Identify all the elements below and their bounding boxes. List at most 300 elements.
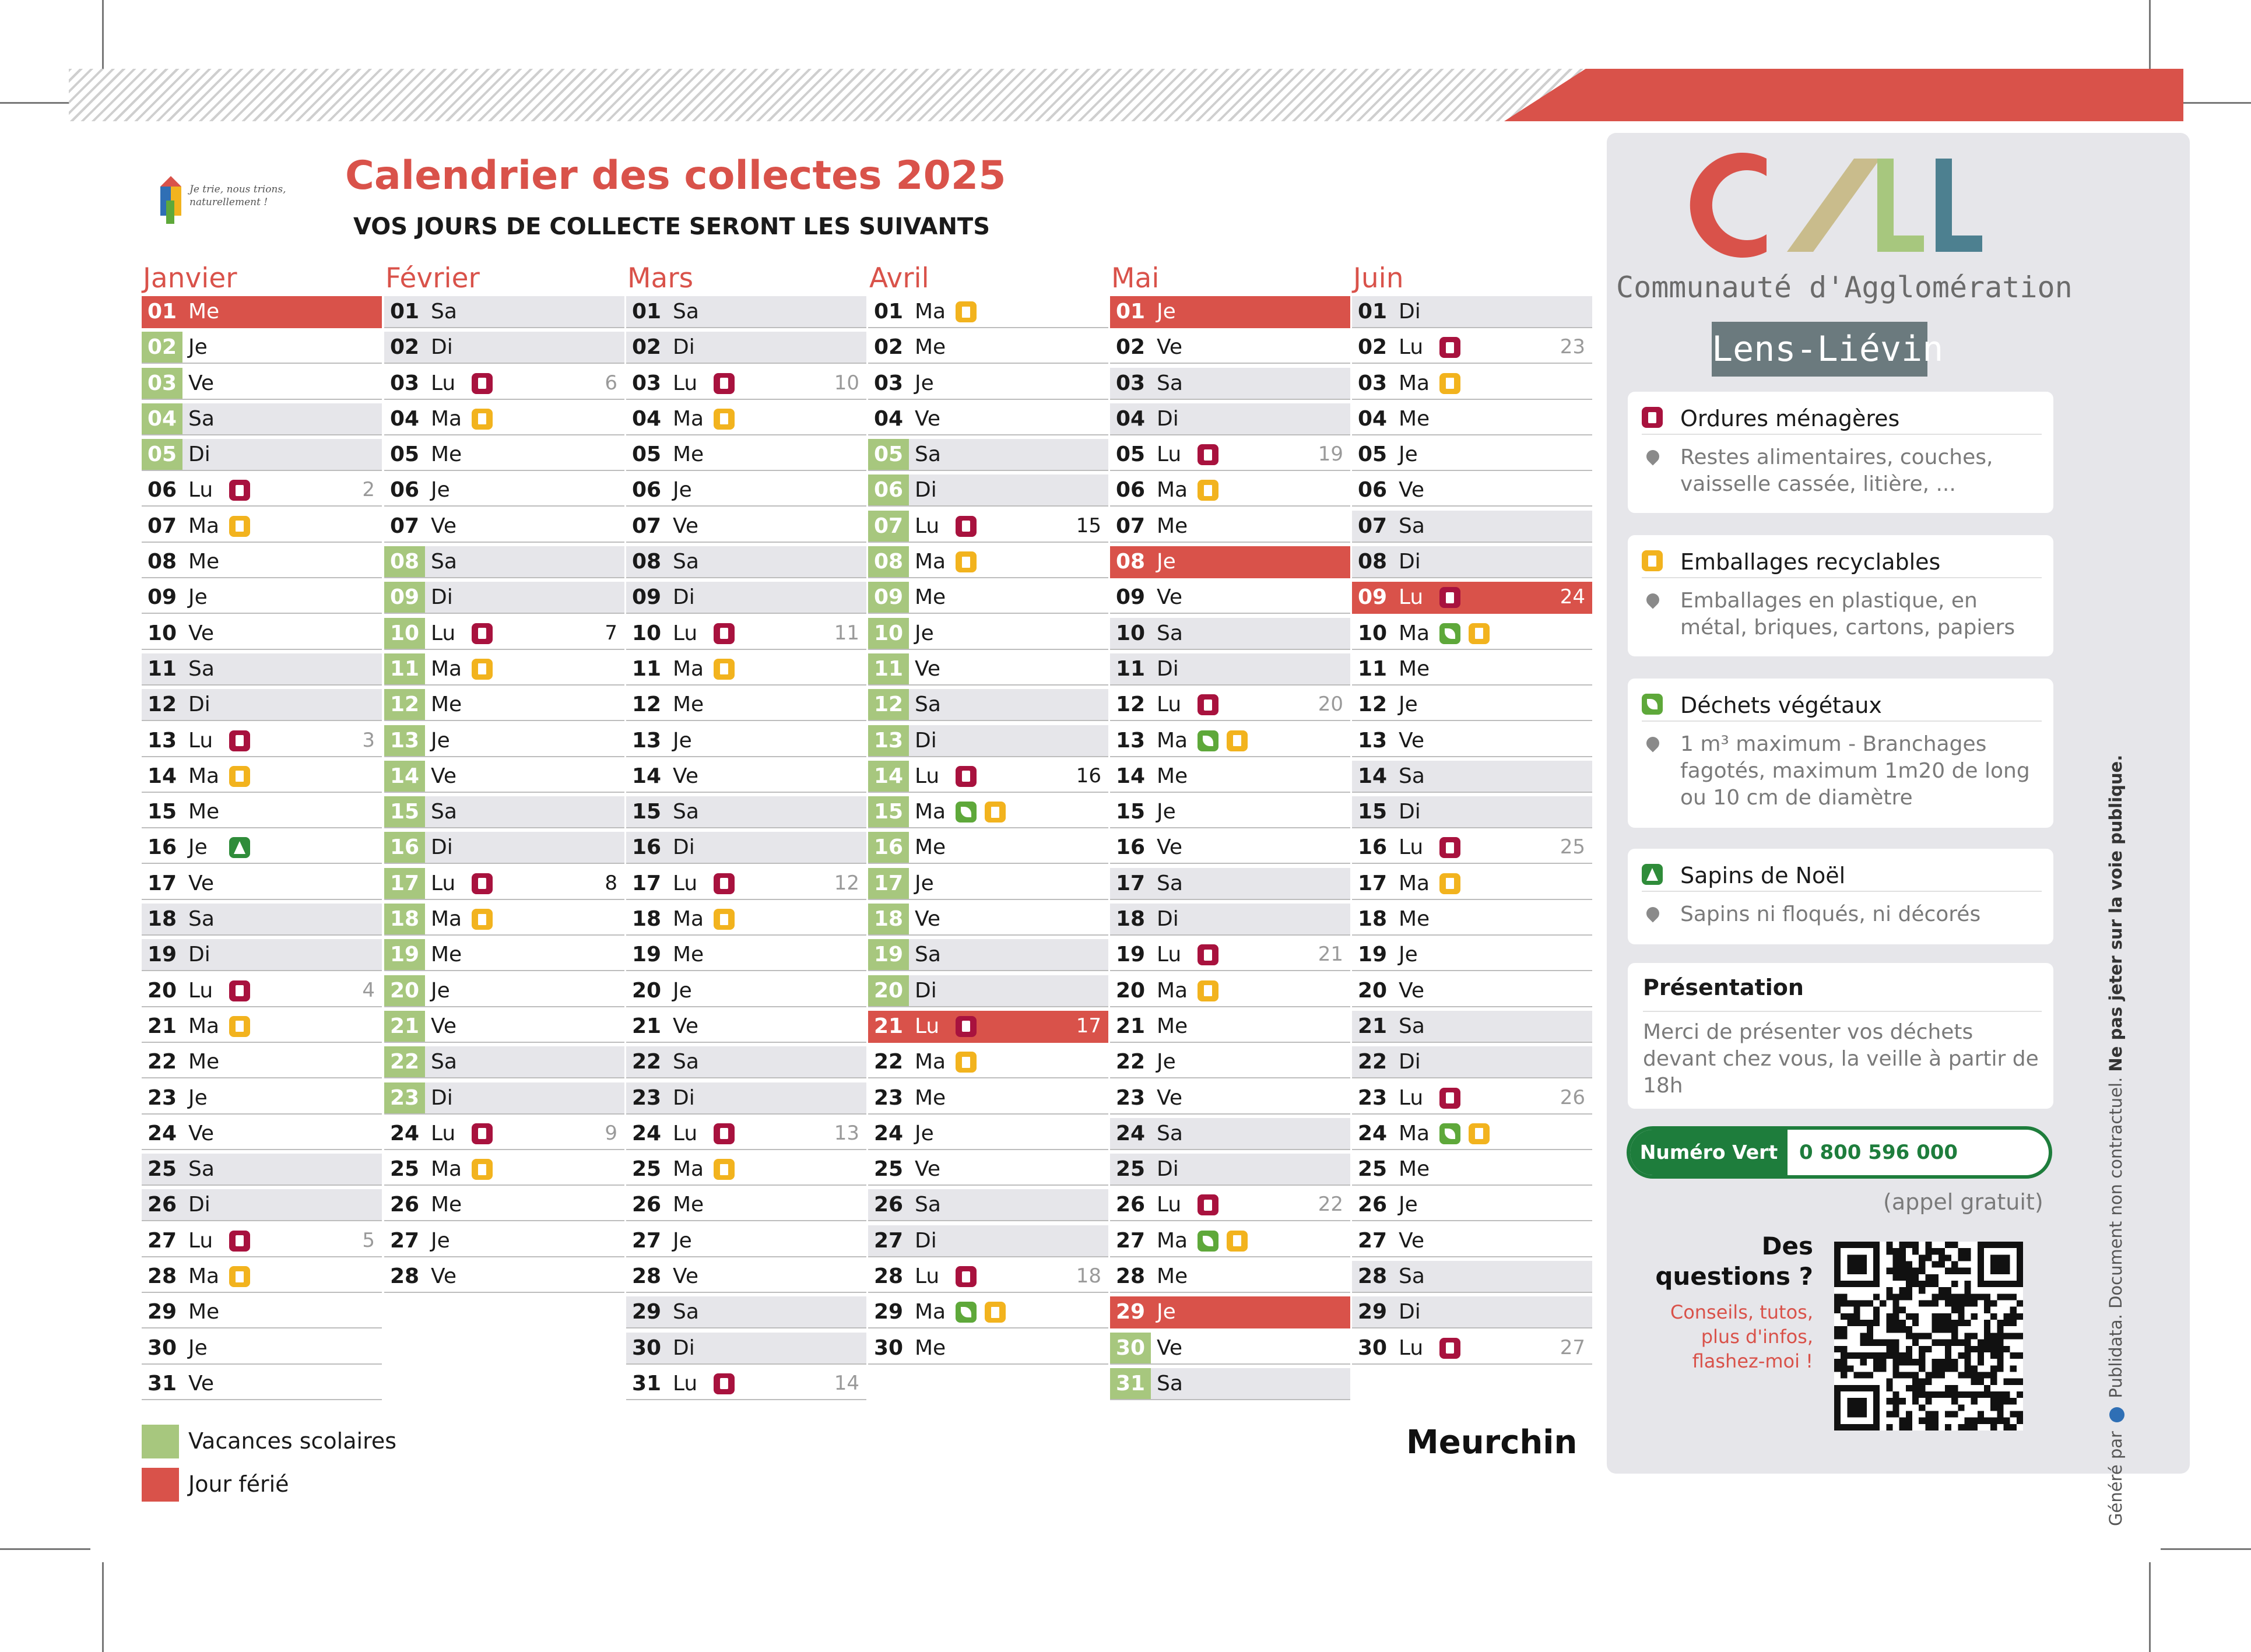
- day-row: [626, 832, 866, 864]
- day-number: 22: [1115, 1050, 1146, 1074]
- ordures-icon: [472, 873, 493, 894]
- collection-icons: [229, 980, 250, 1001]
- weekday: Je: [431, 478, 450, 502]
- bin-glyph: [1233, 735, 1241, 746]
- day-number: 24: [631, 1121, 662, 1145]
- header-hatch-band: [69, 69, 1643, 121]
- weekday: Sa: [673, 1300, 699, 1324]
- weekday: Lu: [1399, 335, 1424, 360]
- vertical-footer: [2106, 754, 2129, 1526]
- qr-code-icon[interactable]: [1834, 1242, 2023, 1430]
- weekday: Ve: [188, 371, 214, 395]
- bin-glyph: [962, 521, 970, 532]
- day-row: [626, 546, 866, 578]
- collection-icons: [472, 1123, 493, 1144]
- day-row: [384, 1046, 624, 1078]
- bin-glyph: [962, 1021, 970, 1032]
- day-number: 28: [389, 1264, 420, 1289]
- day-row: [1110, 939, 1350, 971]
- non-contract-notice: Document non contractuel.: [2106, 1077, 2126, 1309]
- vegetaux-icon: [1439, 1123, 1460, 1144]
- day-row: [626, 725, 866, 757]
- week-number: 24: [1560, 585, 1585, 609]
- day-number: 27: [147, 1228, 177, 1253]
- day-number: 07: [1115, 514, 1146, 538]
- weekday: Je: [1399, 1193, 1418, 1217]
- day-number: 30: [1357, 1335, 1388, 1360]
- weekday: Ve: [188, 1121, 214, 1145]
- weekday: Di: [188, 693, 210, 717]
- leaf-glyph: [1203, 1236, 1213, 1246]
- bin-glyph: [962, 557, 970, 568]
- day-number: 18: [868, 904, 909, 934]
- tri-logo-text: [189, 183, 286, 209]
- day-number: 03: [631, 371, 662, 395]
- bin-glyph: [720, 1378, 728, 1389]
- collection-icons: [956, 766, 977, 787]
- day-row: [868, 403, 1108, 435]
- day-row: [626, 439, 866, 471]
- day-number: 18: [1357, 907, 1388, 932]
- day-row: [1352, 582, 1592, 614]
- day-row: [142, 618, 382, 650]
- day-number: 12: [631, 693, 662, 717]
- weekday: Sa: [1157, 1121, 1183, 1145]
- day-row: [142, 689, 382, 721]
- bin-glyph: [1446, 342, 1454, 353]
- bin-glyph: [478, 1128, 486, 1139]
- day-row: [142, 582, 382, 614]
- bin-glyph: [1204, 985, 1212, 996]
- weekday: Di: [1399, 1300, 1421, 1324]
- weekday: Di: [1157, 656, 1179, 681]
- day-row: [384, 403, 624, 435]
- weekday: Me: [188, 1300, 220, 1324]
- day-number: 12: [147, 693, 177, 717]
- day-number: 25: [1357, 1157, 1388, 1182]
- bin-glyph: [1446, 378, 1454, 389]
- day-row: [1352, 975, 1592, 1007]
- day-row: [626, 1082, 866, 1115]
- emballages-icon: [1469, 1123, 1490, 1144]
- day-number: 26: [1357, 1193, 1388, 1217]
- day-number: 31: [631, 1371, 662, 1396]
- week-number: 19: [1318, 442, 1343, 466]
- day-row: [142, 832, 382, 864]
- day-row: [384, 1011, 624, 1043]
- day-row: [626, 939, 866, 971]
- weekday: Je: [188, 1335, 208, 1360]
- day-number: 15: [1115, 800, 1146, 824]
- numero-vert[interactable]: [1627, 1126, 2052, 1179]
- month-column: [626, 261, 866, 1404]
- day-row: [1110, 403, 1350, 435]
- waste-card-header: [1642, 547, 2042, 578]
- day-row: [868, 1261, 1108, 1293]
- waste-card-title: Ordures ménagères: [1680, 406, 1900, 431]
- day-number: 16: [1357, 835, 1388, 860]
- weekday: Je: [1157, 1050, 1176, 1074]
- day-row: [626, 761, 866, 793]
- weekday: Ma: [1399, 871, 1430, 895]
- collection-icons: [956, 1052, 977, 1073]
- weekday: Di: [1157, 1157, 1179, 1182]
- bin-glyph: [478, 878, 486, 889]
- tri-logo: [154, 170, 306, 226]
- day-row: [384, 1118, 624, 1150]
- bin-glyph: [1446, 1092, 1454, 1103]
- day-number: 11: [384, 653, 425, 684]
- day-number: 10: [1115, 621, 1146, 645]
- day-row: [1110, 296, 1350, 328]
- day-number: 16: [868, 832, 909, 863]
- day-row: [626, 1333, 866, 1365]
- day-number: 27: [1357, 1228, 1388, 1253]
- weekday: Ma: [188, 1264, 220, 1289]
- bin-glyph: [1204, 950, 1212, 961]
- weekday: Ve: [915, 1157, 940, 1182]
- waste-card-text: Sapins ni floqués, ni décorés: [1680, 902, 1981, 926]
- emballages-icon: [472, 409, 493, 430]
- day-row: [142, 939, 382, 971]
- questions-text: Conseils, tutos, plus d'infos, flashez-moi !: [1670, 1301, 1813, 1372]
- bin-glyph: [720, 628, 728, 639]
- weekday: Ve: [188, 871, 214, 895]
- weekday: Ma: [915, 1050, 946, 1074]
- ordures-icon: [956, 516, 977, 537]
- emballages-icon: [956, 301, 977, 322]
- day-number: 02: [1115, 335, 1146, 360]
- weekday: Lu: [1157, 693, 1182, 717]
- day-number: 29: [1115, 1300, 1146, 1324]
- day-number: 31: [147, 1371, 177, 1396]
- day-number: 05: [1115, 442, 1146, 467]
- day-row: [384, 689, 624, 721]
- weekday: Lu: [673, 1121, 698, 1145]
- week-number: 10: [834, 371, 859, 395]
- bin-glyph: [1204, 1200, 1212, 1211]
- day-number: 01: [389, 300, 420, 324]
- page-title: Calendrier des collectes 2025: [345, 153, 1006, 199]
- day-number: 13: [1115, 728, 1146, 753]
- day-number: 01: [873, 300, 904, 324]
- day-row: [1352, 653, 1592, 686]
- week-number: 22: [1318, 1193, 1343, 1217]
- day-number: 04: [1115, 406, 1146, 431]
- bin-glyph: [478, 1164, 486, 1175]
- day-row: [142, 511, 382, 543]
- day-number: 09: [1357, 585, 1388, 610]
- day-number: 05: [389, 442, 420, 467]
- day-row: [1110, 761, 1350, 793]
- weekday: Ve: [1157, 335, 1182, 360]
- day-row: [868, 1333, 1108, 1365]
- weekday: Sa: [1157, 1371, 1183, 1396]
- day-row: [1110, 868, 1350, 900]
- day-number: 29: [631, 1300, 662, 1324]
- day-row: [868, 939, 1108, 971]
- numero-vert-number[interactable]: 0 800 596 000: [1799, 1141, 1958, 1164]
- weekday: Sa: [188, 1157, 215, 1182]
- weekday: Me: [673, 442, 704, 467]
- day-row: [1110, 618, 1350, 650]
- weekday: Je: [673, 478, 692, 502]
- day-number: 15: [147, 800, 177, 824]
- weekday: Me: [1157, 1014, 1188, 1038]
- weekday: Lu: [431, 871, 456, 895]
- ordures-icon: [1642, 407, 1663, 428]
- collection-icons: [956, 1302, 1006, 1323]
- weekday: Me: [188, 550, 220, 574]
- weekday: Je: [915, 1121, 934, 1145]
- day-row: [868, 618, 1108, 650]
- collection-icons: [714, 1159, 735, 1180]
- day-row: [142, 1082, 382, 1115]
- weekday: Me: [188, 800, 220, 824]
- presentation-text: Merci de présenter vos déchets devant chez vous, la veille à partir de 18h: [1643, 1020, 2039, 1098]
- collection-icons: [1439, 587, 1460, 608]
- day-row: [384, 725, 624, 757]
- publidata-brand: Publidata.: [2106, 1314, 2126, 1398]
- emballages-icon: [1198, 480, 1218, 501]
- day-row: [1352, 1225, 1592, 1257]
- weekday: Je: [1399, 693, 1418, 717]
- location-pin-icon: [1644, 904, 1662, 922]
- day-number: 02: [389, 335, 420, 360]
- collection-icons: [714, 1373, 735, 1394]
- day-row: [1352, 1118, 1592, 1150]
- bin-glyph: [720, 413, 728, 424]
- day-number: 16: [147, 835, 177, 860]
- day-number: 29: [147, 1300, 177, 1324]
- ordures-icon: [1198, 444, 1218, 465]
- week-number: 21: [1318, 943, 1343, 966]
- weekday: Me: [915, 335, 946, 360]
- collection-icons: [714, 873, 735, 894]
- day-number: 15: [631, 800, 662, 824]
- day-number: 14: [868, 761, 909, 792]
- weekday: Sa: [188, 656, 215, 681]
- weekday: Lu: [431, 371, 456, 395]
- weekday: Me: [1399, 1157, 1430, 1182]
- collection-icons: [1198, 1231, 1248, 1252]
- day-number: 04: [1357, 406, 1388, 431]
- weekday: Lu: [673, 871, 698, 895]
- day-number: 23: [631, 1085, 662, 1110]
- month-name: Mars: [627, 262, 694, 294]
- day-row: [626, 332, 866, 364]
- day-row: [626, 1118, 866, 1150]
- day-row: [868, 546, 1108, 578]
- leaf-glyph: [1445, 628, 1455, 639]
- day-number: 19: [147, 943, 177, 967]
- month-name: Juin: [1353, 262, 1404, 294]
- day-row: [1352, 939, 1592, 971]
- day-row: [1110, 1296, 1350, 1328]
- day-number: 26: [147, 1193, 177, 1217]
- day-row: [626, 1011, 866, 1043]
- day-number: 10: [384, 618, 425, 649]
- day-number: 30: [873, 1335, 904, 1360]
- emballages-icon: [714, 409, 735, 430]
- day-row: [1110, 1046, 1350, 1078]
- weekday: Sa: [188, 406, 215, 431]
- collection-icons: [1439, 1338, 1460, 1359]
- day-number: 19: [631, 943, 662, 967]
- day-row: [142, 868, 382, 900]
- day-row: [142, 1261, 382, 1293]
- day-row: [1352, 474, 1592, 507]
- day-row: [384, 368, 624, 400]
- day-row: [384, 939, 624, 971]
- ordures-icon: [956, 766, 977, 787]
- day-row: [626, 582, 866, 614]
- collection-icons: [714, 409, 735, 430]
- week-number: 15: [1076, 514, 1101, 537]
- page-subtitle: VOS JOURS DE COLLECTE SERONT LES SUIVANTS: [353, 213, 991, 240]
- presentation-title: Présentation: [1643, 975, 1804, 1000]
- ordures-icon: [229, 1231, 250, 1252]
- weekday: Me: [915, 585, 946, 610]
- day-number: 17: [1357, 871, 1388, 895]
- weekday: Me: [431, 442, 462, 467]
- day-row: [868, 868, 1108, 900]
- weekday: Ve: [431, 764, 456, 788]
- day-number: 27: [873, 1228, 904, 1253]
- weekday: Me: [188, 1050, 220, 1074]
- weekday: Ve: [1399, 1228, 1424, 1253]
- weekday: Lu: [915, 764, 940, 788]
- emballages-icon: [714, 1159, 735, 1180]
- weekday: Je: [915, 621, 934, 645]
- weekday: Ma: [673, 907, 704, 932]
- week-number: 18: [1076, 1264, 1101, 1288]
- day-row: [626, 1225, 866, 1257]
- day-number: 19: [868, 939, 909, 970]
- day-number: 20: [147, 978, 177, 1003]
- day-row: [384, 439, 624, 471]
- week-number: 26: [1560, 1085, 1585, 1109]
- leaf-glyph: [1647, 699, 1657, 709]
- tri-logo-icon: [154, 170, 189, 226]
- weekday: Je: [188, 1085, 208, 1110]
- day-row: [1352, 725, 1592, 757]
- weekday: Di: [673, 585, 695, 610]
- emballages-icon: [985, 1302, 1006, 1323]
- day-number: 06: [147, 478, 177, 502]
- day-number: 23: [1357, 1085, 1388, 1110]
- logo-line-2: naturellement !: [189, 196, 268, 208]
- collection-icons: [229, 766, 250, 787]
- day-number: 24: [389, 1121, 420, 1145]
- leaf-glyph: [1203, 736, 1213, 746]
- weekday: Sa: [431, 550, 457, 574]
- numero-vert-note: (appel gratuit): [1883, 1189, 2043, 1215]
- weekday: Je: [188, 835, 208, 860]
- day-number: 25: [873, 1157, 904, 1182]
- collection-icons: [1198, 944, 1218, 965]
- weekday: Di: [915, 1228, 937, 1253]
- leaf-glyph: [961, 1307, 971, 1317]
- day-row: [1352, 1189, 1592, 1221]
- day-number: 25: [631, 1157, 662, 1182]
- waste-card-title: Sapins de Noël: [1680, 863, 1846, 888]
- bin-glyph: [720, 878, 728, 889]
- weekday: Ve: [673, 1264, 698, 1289]
- day-number: 05: [142, 439, 182, 470]
- collection-icons: [714, 373, 735, 394]
- day-row: [142, 904, 382, 936]
- weekday: Ma: [915, 1300, 946, 1324]
- day-number: 26: [631, 1193, 662, 1217]
- vacances-swatch: [142, 1425, 179, 1458]
- day-row: [1110, 1118, 1350, 1150]
- day-number: 06: [1357, 478, 1388, 502]
- weekday: Sa: [1157, 871, 1183, 895]
- vegetaux-icon: [956, 1302, 977, 1323]
- day-number: 15: [868, 796, 909, 827]
- location-pin-icon: [1644, 734, 1662, 752]
- collection-icons: [1439, 873, 1460, 894]
- collection-icons: [1439, 1123, 1490, 1144]
- weekday: Ve: [915, 656, 940, 681]
- weekday: Di: [188, 943, 210, 967]
- weekday: Me: [1399, 907, 1430, 932]
- ordures-icon: [956, 1016, 977, 1037]
- weekday: Je: [1157, 300, 1176, 324]
- legend-ferie-label: Jour férié: [188, 1471, 289, 1497]
- day-number: 03: [142, 368, 182, 399]
- week-number: 7: [605, 621, 617, 645]
- weekday: Ma: [1157, 1228, 1188, 1253]
- day-row: [868, 975, 1108, 1007]
- weekday: Ma: [1399, 1121, 1430, 1145]
- weekday: Ve: [188, 1371, 214, 1396]
- ordures-icon: [714, 373, 735, 394]
- weekday: Sa: [673, 1050, 699, 1074]
- collection-icons: [229, 1016, 250, 1037]
- collection-icons: [229, 1266, 250, 1287]
- day-row: [1352, 904, 1592, 936]
- day-number: 08: [1357, 550, 1388, 574]
- collection-icons: [472, 373, 493, 394]
- weekday: Ve: [1157, 835, 1182, 860]
- day-row: [384, 975, 624, 1007]
- day-row: [868, 1225, 1108, 1257]
- day-number: 18: [147, 907, 177, 932]
- day-number: 11: [868, 653, 909, 684]
- crop-mark: [102, 0, 104, 70]
- day-row: [384, 832, 624, 864]
- generated-by: Généré par: [2106, 1431, 2126, 1526]
- day-row: [1110, 904, 1350, 936]
- day-row: [384, 1154, 624, 1186]
- weekday: Di: [673, 1085, 695, 1110]
- day-number: 19: [1357, 943, 1388, 967]
- day-number: 04: [873, 406, 904, 431]
- day-row: [868, 1296, 1108, 1328]
- day-row: [1352, 796, 1592, 828]
- day-number: 09: [1115, 585, 1146, 610]
- weekday: Lu: [431, 1121, 456, 1145]
- day-row: [1110, 332, 1350, 364]
- collection-icons: [714, 659, 735, 680]
- logo-line-1: Je trie, nous trions,: [189, 184, 286, 195]
- crop-mark: [2149, 0, 2151, 70]
- day-row: [142, 439, 382, 471]
- ordures-icon: [1439, 837, 1460, 858]
- day-row: [1110, 474, 1350, 507]
